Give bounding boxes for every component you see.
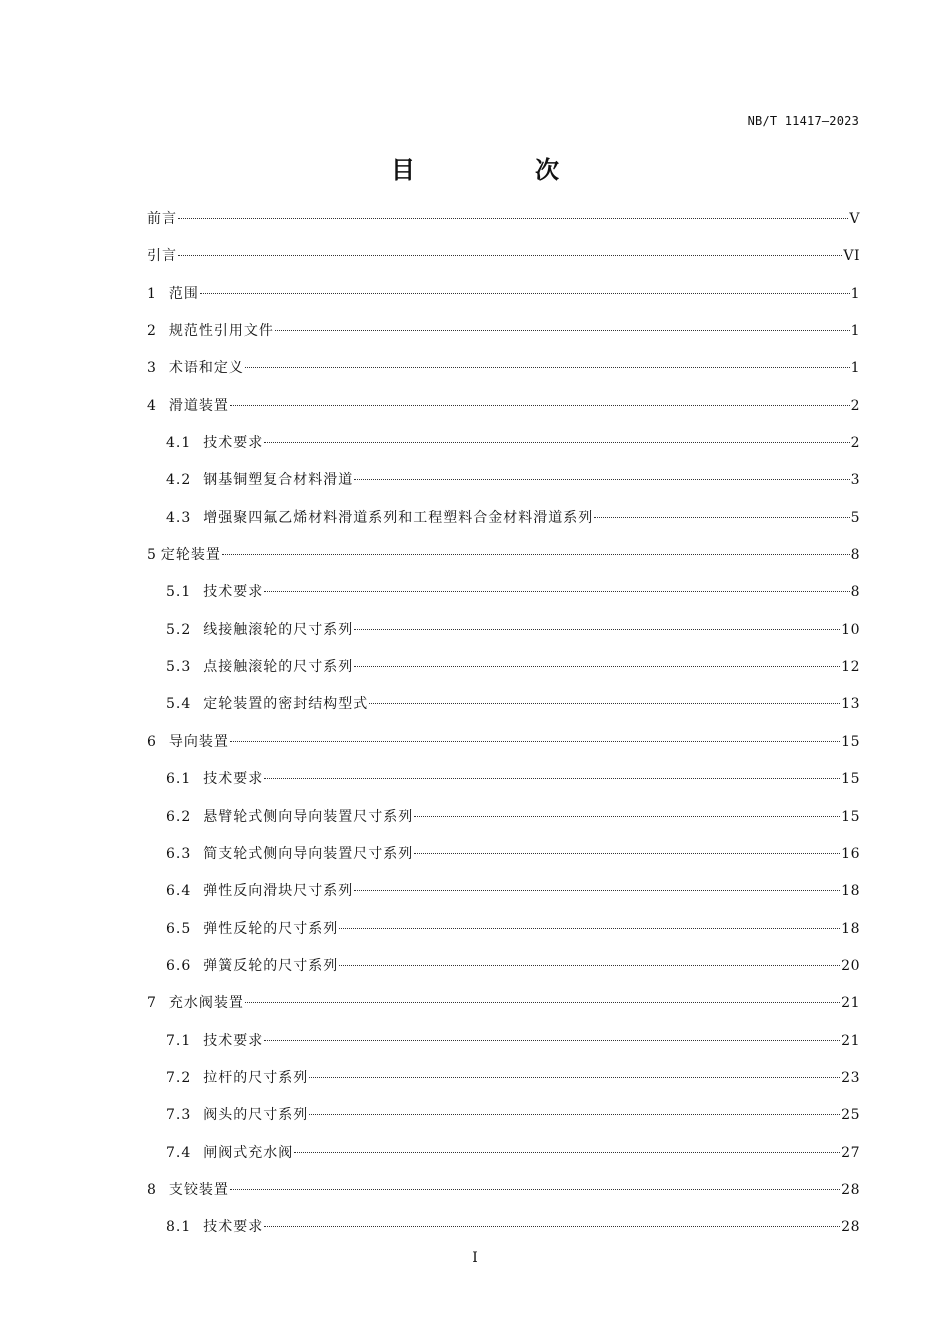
table-of-contents	[147, 209, 860, 1255]
toc-entry-page: V	[849, 211, 860, 227]
toc-entry-title: 闸阀式充水阀	[203, 1144, 294, 1161]
toc-dot-leader	[354, 629, 840, 630]
toc-entry-page: 28	[841, 1219, 860, 1236]
toc-entry[interactable]	[147, 246, 860, 283]
toc-entry-title: 点接触滚轮的尺寸系列	[203, 659, 354, 676]
toc-dot-leader	[354, 479, 849, 480]
toc-entry-title: 充水阀装置	[168, 995, 244, 1012]
toc-dot-leader	[264, 442, 849, 443]
toc-entry-title: 范围	[168, 285, 199, 302]
toc-entry-title: 弹性反向滑块尺寸系列	[203, 883, 354, 900]
toc-entry-page: 18	[841, 920, 860, 937]
toc-entry-number: 1	[147, 285, 157, 302]
toc-entry-number: 6.6	[166, 957, 192, 974]
toc-dot-leader	[178, 218, 848, 219]
toc-entry-page: 20	[841, 957, 860, 974]
toc-entry-number: 5	[147, 547, 157, 564]
toc-entry[interactable]	[147, 620, 860, 657]
toc-entry-title: 技术要求	[203, 1032, 264, 1049]
toc-entry-page: 15	[841, 771, 860, 788]
page-title: 目 次	[391, 156, 607, 184]
toc-entry-page: 5	[850, 509, 860, 526]
toc-entry-page: 1	[850, 360, 860, 377]
toc-entry[interactable]	[147, 1143, 860, 1180]
toc-entry-number: 6	[147, 733, 157, 750]
toc-entry-number: 5.4	[166, 696, 192, 713]
toc-entry-title: 悬臂轮式侧向导向装置尺寸系列	[203, 808, 414, 825]
toc-entry-title: 规范性引用文件	[168, 323, 274, 340]
toc-dot-leader	[264, 591, 849, 592]
toc-entry-number: 5.2	[166, 621, 192, 638]
toc-entry-title: 阀头的尺寸系列	[203, 1107, 309, 1124]
toc-dot-leader	[264, 1040, 840, 1041]
toc-entry-page: 18	[841, 883, 860, 900]
toc-dot-leader	[230, 741, 840, 742]
toc-entry[interactable]	[147, 844, 860, 881]
toc-dot-leader	[414, 816, 840, 817]
toc-entry[interactable]	[147, 881, 860, 918]
toc-entry[interactable]	[147, 769, 860, 806]
toc-entry-page: 8	[850, 547, 860, 564]
toc-entry-title: 导向装置	[168, 733, 229, 750]
toc-dot-leader	[264, 1226, 840, 1227]
toc-entry-number: 8	[147, 1181, 157, 1198]
toc-entry-page: 13	[841, 696, 860, 713]
toc-entry[interactable]	[147, 1180, 860, 1217]
toc-dot-leader	[230, 1189, 840, 1190]
toc-entry-number: 4	[147, 397, 157, 414]
toc-entry-page: VI	[843, 248, 860, 265]
toc-dot-leader	[245, 367, 850, 368]
toc-entry-title: 技术要求	[203, 1219, 264, 1236]
toc-entry-number: 7.2	[166, 1069, 192, 1086]
toc-dot-leader	[354, 890, 840, 891]
toc-dot-leader	[222, 554, 850, 555]
toc-entry-page: 1	[850, 323, 860, 340]
toc-entry-page: 3	[850, 472, 860, 489]
toc-entry-title: 定轮装置	[160, 547, 221, 564]
toc-entry[interactable]	[147, 919, 860, 956]
toc-entry[interactable]	[147, 956, 860, 993]
toc-entry[interactable]	[147, 433, 860, 470]
toc-entry-page: 2	[850, 435, 860, 452]
toc-entry-page: 15	[841, 808, 860, 825]
toc-entry-title: 前言	[147, 211, 177, 227]
toc-entry-title: 引言	[147, 248, 177, 265]
toc-entry-title: 弹性反轮的尺寸系列	[203, 920, 339, 937]
toc-entry-number: 6.5	[166, 920, 192, 937]
toc-entry-number: 6.3	[166, 845, 192, 862]
toc-entry-title: 定轮装置的密封结构型式	[203, 696, 369, 713]
toc-entry-number: 3	[147, 360, 157, 377]
toc-entry-page: 21	[841, 995, 860, 1012]
toc-entry-page: 25	[841, 1107, 860, 1124]
toc-entry-number: 8.1	[166, 1219, 192, 1236]
toc-entry-page: 10	[841, 621, 860, 638]
toc-dot-leader	[369, 703, 840, 704]
toc-dot-leader	[414, 853, 840, 854]
toc-entry-page: 15	[841, 733, 860, 750]
toc-entry-page: 23	[841, 1069, 860, 1086]
toc-dot-leader	[294, 1152, 840, 1153]
toc-entry[interactable]	[147, 396, 860, 433]
toc-entry[interactable]	[147, 657, 860, 694]
toc-dot-leader	[178, 255, 842, 256]
toc-entry[interactable]	[147, 582, 860, 619]
toc-entry-title: 弹簧反轮的尺寸系列	[203, 957, 339, 974]
toc-dot-leader	[354, 666, 840, 667]
toc-dot-leader	[230, 405, 850, 406]
toc-entry-page: 27	[841, 1144, 860, 1161]
toc-entry-title: 增强聚四氟乙烯材料滑道系列和工程塑料合金材料滑道系列	[203, 509, 594, 526]
toc-entry-page: 8	[850, 584, 860, 601]
toc-entry[interactable]	[147, 993, 860, 1030]
toc-entry-number: 5.1	[166, 584, 192, 601]
toc-entry-number: 4.3	[166, 509, 192, 526]
toc-entry-title: 技术要求	[203, 435, 264, 452]
toc-entry-title: 线接触滚轮的尺寸系列	[203, 621, 354, 638]
toc-entry[interactable]	[147, 1068, 860, 1105]
toc-dot-leader	[339, 965, 840, 966]
toc-entry-number: 7.3	[166, 1107, 192, 1124]
toc-entry-title: 拉杆的尺寸系列	[203, 1069, 309, 1086]
toc-dot-leader	[309, 1114, 840, 1115]
toc-entry-title: 术语和定义	[168, 360, 244, 377]
toc-entry-title: 简支轮式侧向导向装置尺寸系列	[203, 845, 414, 862]
toc-entry-number: 6.1	[166, 771, 192, 788]
toc-entry[interactable]	[147, 284, 860, 321]
toc-dot-leader	[275, 330, 850, 331]
toc-entry-number: 4.2	[166, 472, 192, 489]
toc-entry-page: 16	[841, 845, 860, 862]
toc-entry-title: 技术要求	[203, 771, 264, 788]
toc-dot-leader	[264, 778, 840, 779]
toc-dot-leader	[200, 293, 850, 294]
toc-entry[interactable]	[147, 358, 860, 395]
toc-entry-title: 滑道装置	[168, 397, 229, 414]
toc-entry-title: 钢基铜塑复合材料滑道	[203, 472, 354, 489]
toc-entry[interactable]	[147, 732, 860, 769]
toc-entry-title: 支铰装置	[168, 1181, 229, 1198]
page-number: I	[472, 1250, 478, 1266]
document-code: NB/T 11417—2023	[747, 114, 859, 128]
toc-entry-number: 6.2	[166, 808, 192, 825]
toc-entry[interactable]	[147, 321, 860, 358]
toc-entry[interactable]	[147, 694, 860, 731]
toc-dot-leader	[245, 1002, 840, 1003]
toc-dot-leader	[309, 1077, 840, 1078]
toc-entry-number: 6.4	[166, 883, 192, 900]
toc-entry-page: 12	[841, 659, 860, 676]
toc-entry-number: 7	[147, 995, 157, 1012]
toc-entry[interactable]	[147, 1031, 860, 1068]
toc-entry-title: 技术要求	[203, 584, 264, 601]
toc-entry-number: 7.4	[166, 1144, 192, 1161]
toc-entry-number: 4.1	[166, 435, 192, 452]
toc-entry-page: 2	[850, 397, 860, 414]
toc-entry[interactable]	[147, 545, 860, 582]
toc-entry-page: 28	[841, 1181, 860, 1198]
toc-entry-page: 21	[841, 1032, 860, 1049]
toc-entry-number: 2	[147, 323, 157, 340]
toc-dot-leader	[339, 928, 840, 929]
toc-entry-page: 1	[850, 285, 860, 302]
toc-entry[interactable]	[147, 807, 860, 844]
toc-entry[interactable]	[147, 1105, 860, 1142]
toc-entry[interactable]	[147, 470, 860, 507]
toc-dot-leader	[594, 517, 849, 518]
toc-entry[interactable]	[147, 209, 860, 246]
toc-entry[interactable]	[147, 508, 860, 545]
toc-entry-number: 5.3	[166, 659, 192, 676]
toc-entry-number: 7.1	[166, 1032, 192, 1049]
